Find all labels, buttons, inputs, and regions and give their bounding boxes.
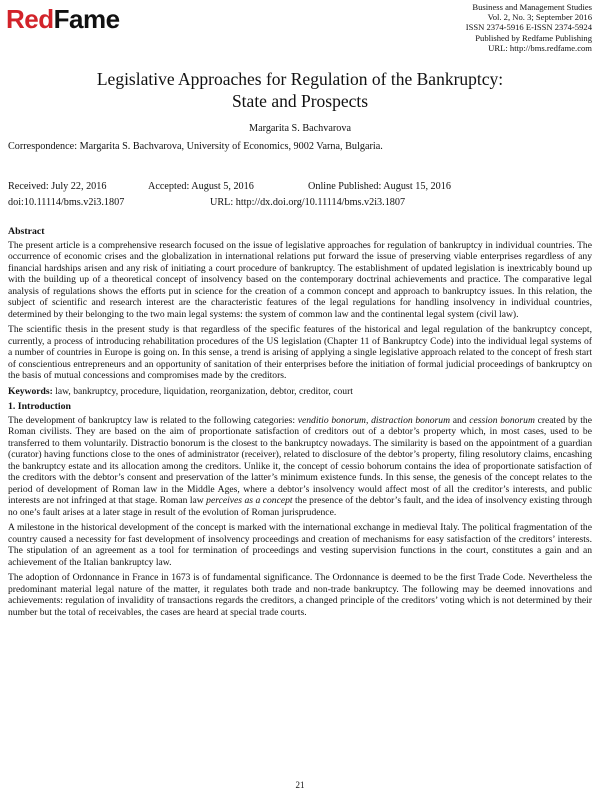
intro-p1-text-d: the presence of the debtor’s fault, and the idea of insolvency existing through no one’s fault arises at a later stage in result of the evolution of Roman jurisprudence.	[8, 495, 593, 518]
intro-paragraph-2: A milestone in the historical development of the concept is marked with the international exchange in medieval Italy. The political fragmentation of the country caused a necessity for fast development of insolvency proceedings and creation of mechanisms for easy satisfaction of the creditors’ interests. The stipulation of an agreement as a tool for termination of proceedings and vesting supervision functions in the court, constitutes a gain and an achievement of the Italian bankruptcy law.	[8, 522, 592, 568]
abstract-heading: Abstract	[8, 226, 45, 237]
article-title	[0, 68, 600, 112]
journal-publisher: Published by Redfame Publishing	[475, 32, 592, 43]
publisher-logo	[6, 4, 120, 34]
published-date: Online Published: August 15, 2016	[308, 181, 451, 192]
keywords-list: law, bankruptcy, procedure, liquidation, reorganization, debtor, creditor, court	[52, 385, 353, 397]
article-body	[8, 222, 592, 622]
page-number: 21	[295, 780, 305, 790]
received-date: Received: July 22, 2016	[8, 181, 107, 192]
doi-text[interactable]: doi:10.11114/bms.v2i3.1807	[8, 197, 125, 208]
abstract-paragraph-1: The present article is a comprehensive research focused on the issue of legislative approaches for regulation of bankruptcy in individual countries. The occurrence of economic crises and the globalization in international relations put forward the issue of preserving viable enterprises regardless of any financial hardships arisen and any risk of initiating a court procedure of bankruptcy. The establishment of updated legislation is inextricably bound up with the building up of a theoretical concept of insolvency based on the contemporary doctrinal achievements and practice. The comparative legal analysis of regulations shows the efforts put in science for the creation of a common concept and approach to bankruptcy issues. In this relation, the subject of scientific and research interest are the characteristic features of the legal regulations for handling insolvency in individual countries, determined by their belonging to the two main legal systems: the system of common law and the continental legal system (civil law).	[8, 239, 592, 320]
abstract-paragraph-2: The scientific thesis in the present study is that regardless of the specific features of the historical and legal regulation of the bankruptcy concept, currently, a process of introducing rehabilitation procedures of the US legislation (Chapter 11 of Bankruptcy Code) into the individual legal systems of a number of countries in Europe is going on. In this sense, a trend is arising of applying a single legislative approach related to the concept of fresh start of conscientious entrepreneurs and an opportunity of sanitation of their enterprises before the initiation of formal judicial proceedings of bankruptcy on the basis of mutual concessions and compromises made by the creditors.	[8, 324, 592, 381]
article-dates	[8, 181, 451, 192]
journal-info	[332, 2, 592, 53]
journal-volume: Vol. 2, No. 3; September 2016	[487, 12, 592, 23]
correspondence: Correspondence: Margarita S. Bachvarova, University of Economics, 9002 Varna, Bulgaria.	[8, 141, 383, 152]
logo-black-text: Fame	[53, 4, 120, 34]
intro-paragraph-3: The adoption of Ordonnance in France in 1673 is of fundamental significance. The Ordonnance is deemed to be the first Trade Code. Nevertheless the predominant material legal nature of the matter, it regulates both trade and non-trade bankruptcy. The following may be deemed innovations and achievements: regulation of invalidity of transactions regards the creditors, a changed principle of the creditors’ voting which is not determined by their number but the total of receivables, the cases are heard at special trade courts.	[8, 572, 592, 618]
article-doi	[8, 197, 405, 208]
journal-url[interactable]: URL: http://bms.redfame.com	[488, 42, 592, 53]
intro-p1-text-b: and	[450, 414, 470, 426]
keywords	[8, 386, 592, 398]
intro-p1-text-a: The development of bankruptcy law is related to the following categories:	[8, 414, 298, 426]
logo-red-text: Red	[6, 4, 54, 34]
doi-url[interactable]: URL: http://dx.doi.org/10.11114/bms.v2i3.1807	[210, 197, 406, 208]
journal-name: Business and Management Studies	[472, 2, 592, 12]
accepted-date: Accepted: August 5, 2016	[148, 181, 254, 192]
intro-paragraph-1	[8, 415, 592, 519]
introduction-heading: 1. Introduction	[8, 401, 71, 412]
intro-p1-text-c: created by the Roman civilists. They are based on the aim of proportionate satisfaction of creditors out of a debtor’s property which, in most cases, used to be transferred to them voluntarily. Distractio bonorum is the closest to the bankruptcy nowadays. The similarity is based on the appointment of a guardian (curator) having functions close to the ones of administrator (receiver), related to disclosure of the debtor’s property, filing resolutory claims, encashing the bankruptcy estate and its allocation among the creditors. Unlike it, the concept of cessio bohorum contains the idea of proportionate satisfaction of the creditors with the debtor’s consent and preservation of the latter’s minimum existence funds. In this sense, the genesis of the concept relates to the period of development of Roman law in the Middle Ages, where a debtor’s insolvency would affect most of all the creditor’s interests, and public interests are not infringed at that stage. Roman law	[8, 414, 592, 506]
title-line-1: Legislative Approaches for Regulation of the Bankruptcy:	[96, 69, 504, 89]
title-line-2: State and Prospects	[231, 91, 369, 111]
intro-p1-italic-2: cession bonorum	[469, 414, 535, 426]
journal-issn: ISSN 2374-5916 E-ISSN 2374-5924	[465, 22, 592, 33]
keywords-label: Keywords:	[8, 385, 53, 397]
intro-p1-italic-1: venditio bonorum, distraction bonorum	[297, 414, 451, 426]
author-name: Margarita S. Bachvarova	[249, 123, 351, 134]
intro-p1-italic-3: perceives as a concept	[206, 495, 293, 506]
